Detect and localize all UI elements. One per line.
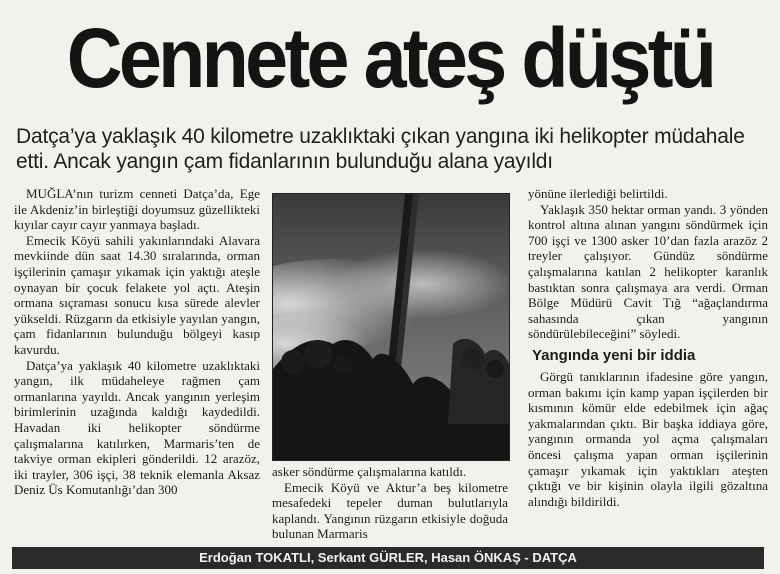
paragraph: asker söndürme çalışmalarına katıldı.	[272, 464, 467, 479]
paragraph: Datça’ya yaklaşık 40 kilometre uzaklıktaki yangın, ilk müdaheleye rağmen çam ormanlarına yayıldı. Ancak yangının yerleşim birimlerinin uzağında kaldığı kaydedildi. Havadan iki helikopter söndürme çalışmalarına katılırken, Marmaris’ten de takviye orman ekipleri gönderildi. 12 arazöz, iki trayler, 306 işçi, 38 teknik elemanla Aksaz Deniz Üs Komutanlığı’dan 300	[14, 357, 260, 498]
article-column-3	[528, 186, 768, 509]
photo-image	[273, 194, 509, 460]
forest-fire-photo	[272, 193, 510, 461]
headline: Cennete ateş düştü	[66, 11, 714, 105]
paragraph: yönüne ilerlediği belirtildi.	[528, 186, 668, 201]
paragraph: Görgü tanıklarının ifadesine göre yangın, orman bakımı için kamp yapan işçilerden bir kısmının kömür elde edebilmek için ağaç yakmalarından çıktı. Bir başka iddiaya göre, yangının ormanda yol açma çalışmaları öncesi çalışma yapan orman işçilerinin çamaşır yıkamak için yaktıkları ateşten çıktığı ve bir kişinin olayla ilgili gözaltına alındığı bildirildi.	[528, 368, 768, 509]
subheading: Yangında yeni bir iddia	[532, 346, 696, 364]
article-column-2	[272, 464, 508, 542]
paragraph: MUĞLA’nın turizm cenneti Datça’da, Ege ile Akdeniz’in birleştiği doyumsuz güzellikteki kıyılar cayır cayır yanmaya başladı.	[14, 186, 260, 233]
article-column-1	[14, 186, 260, 498]
paragraph: Emecik Köyü sahili yakınlarındaki Alavara mevkiinde dün saat 14.30 sıralarında, orman işçilerinin çamaşır yıkamak için yaktığı ateşle oynayan bir çocuk felakete yol açtı. Ateşin ormana sıçraması sonucu kısa sürede alevler yükseldi. Rüzgarın da etkisiyle yayılan yangın, çam fidanlarının bulunduğu bölgeyi kasıp kavurdu.	[14, 232, 260, 357]
deck-subtitle: Datça’ya yaklaşık 40 kilometre uzaklıktaki çıkan yangına iki helikopter müdahale etti. Ancak yangın çam fidanlarının bulunduğu alana yayıldı	[16, 125, 745, 173]
paragraph: Yaklaşık 350 hektar orman yandı. 3 yönden kontrol altına alınan yangını söndürmek için 700 işçi ve 1300 asker 10’dan fazla arazöz 2 treyler çalışıyor. Gündüz söndürme çalışmalarına katılan 2 helikopter karanlık bastıktan sonra çalışmaya ara verdi. Orman Bölge Müdürü Cavit Tığ “ağaçlandırma sahasında çıkan yangının söndürülebileceğini” söyledi.	[528, 201, 768, 342]
byline-credit: Erdoğan TOKATLI, Serkant GÜRLER, Hasan ÖNKAŞ - DATÇA	[12, 547, 764, 569]
paragraph: Emecik Köyü ve Aktur’a beş kilometre mesafedeki tepeler duman bulutlarıyla kaplandı. Yangının rüzgarın etkisiyle doğuda bulunan Marmaris	[272, 479, 508, 542]
